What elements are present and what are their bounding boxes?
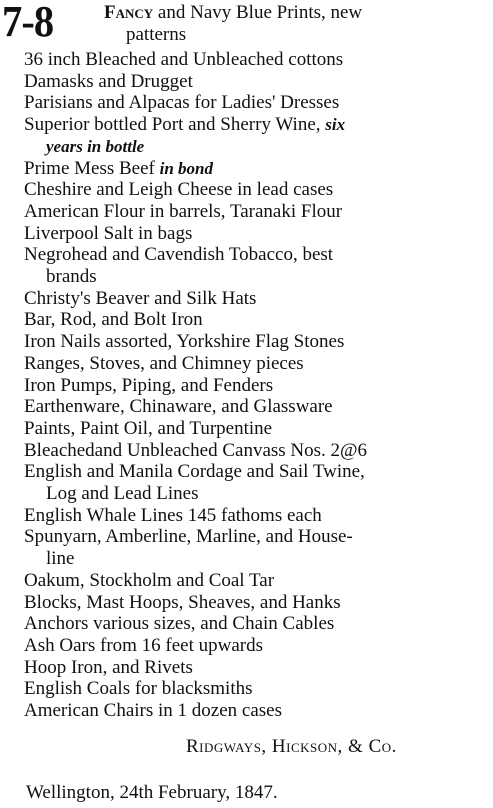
item-text: Paints, Paint Oil, and Turpentine <box>24 417 273 439</box>
item-text: Blocks, Mast Hoops, Sheaves, and Hanks <box>24 591 341 613</box>
item-text: Damasks and Drugget <box>24 70 193 92</box>
list-item <box>24 678 490 700</box>
list-item <box>24 657 490 679</box>
list-item <box>24 592 490 614</box>
item-continuation: years in bottle <box>46 136 145 156</box>
list-item <box>24 71 490 93</box>
item-text: Spunyarn, Amberline, Marline, and House- <box>24 526 353 548</box>
first-item-lead: Fancy <box>104 2 154 23</box>
merchant-signature: Ridgways, Hickson, & Co. <box>186 736 397 757</box>
list-item <box>24 331 490 353</box>
item-text: Christy's Beaver and Silk Hats <box>24 287 257 309</box>
item-text: American Chairs in 1 dozen cases <box>24 700 282 722</box>
item-text: Parisians and Alpacas for Ladies' Dresses <box>24 92 340 114</box>
item-text: Bar, Rod, and Bolt Iron <box>24 309 203 331</box>
item-text: Superior bottled Port and Sherry Wine, <box>24 114 321 136</box>
item-text: Earthenware, Chinaware, and Glassware <box>24 396 333 418</box>
item-continuation: Log and Lead Lines <box>46 483 199 505</box>
item-text: Iron Pumps, Piping, and Fenders <box>24 374 274 396</box>
list-item <box>24 396 490 418</box>
item-text: Iron Nails assorted, Yorkshire Flag Stones <box>24 331 345 353</box>
item-text: Anchors various sizes, and Chain Cables <box>24 613 335 635</box>
list-item <box>24 288 490 310</box>
first-item <box>104 2 489 46</box>
list-item <box>24 461 490 504</box>
item-text: 36 inch Bleached and Unbleached cottons <box>24 49 344 70</box>
list-item <box>24 158 490 180</box>
list-item <box>24 92 490 114</box>
list-item <box>24 635 490 657</box>
list-item <box>24 418 490 440</box>
list-item <box>24 505 490 527</box>
item-text: Hoop Iron, and Rivets <box>24 656 193 678</box>
item-text: Negrohead and Cavendish Tobacco, best <box>24 244 334 266</box>
dateline: Wellington, 24th February, 1847. <box>26 782 278 803</box>
item-text: Oakum, Stockholm and Coal Tar <box>24 569 275 591</box>
item-text: English and Manila Cordage and Sail Twine, <box>24 461 365 483</box>
list-item <box>24 570 490 592</box>
item-text: English Coals for blacksmiths <box>24 678 253 700</box>
first-item-text: and Navy Blue Prints, new <box>157 2 363 23</box>
list-item <box>24 244 490 287</box>
item-continuation: line <box>46 548 75 570</box>
item-emphasis: in bond <box>159 158 214 178</box>
first-item-continuation: patterns <box>126 24 187 45</box>
item-text: Ash Oars from 16 feet upwards <box>24 634 264 656</box>
item-text: Liverpool Salt in bags <box>24 222 193 244</box>
item-continuation: brands <box>46 266 97 288</box>
list-item <box>24 114 490 157</box>
item-text: Bleachedand Unbleached Canvass Nos. 2@6 <box>24 439 368 461</box>
list-item <box>24 309 490 331</box>
advert-number: 7-8 <box>2 0 54 46</box>
list-item <box>24 440 490 462</box>
list-item <box>24 49 490 71</box>
list-item <box>24 223 490 245</box>
item-text: Cheshire and Leigh Cheese in lead cases <box>24 179 334 201</box>
list-item <box>24 353 490 375</box>
item-text: Prime Mess Beef <box>24 157 155 179</box>
item-emphasis: six <box>325 115 346 135</box>
list-item <box>24 179 490 201</box>
list-item <box>24 201 490 223</box>
item-text: English Whale Lines 145 fathoms each <box>24 504 322 526</box>
list-item <box>24 375 490 397</box>
list-item <box>24 700 490 722</box>
item-text: American Flour in barrels, Taranaki Flour <box>24 200 343 222</box>
list-item <box>24 526 490 569</box>
item-text: Ranges, Stoves, and Chimney pieces <box>24 352 304 374</box>
item-list <box>24 49 490 722</box>
list-item <box>24 613 490 635</box>
